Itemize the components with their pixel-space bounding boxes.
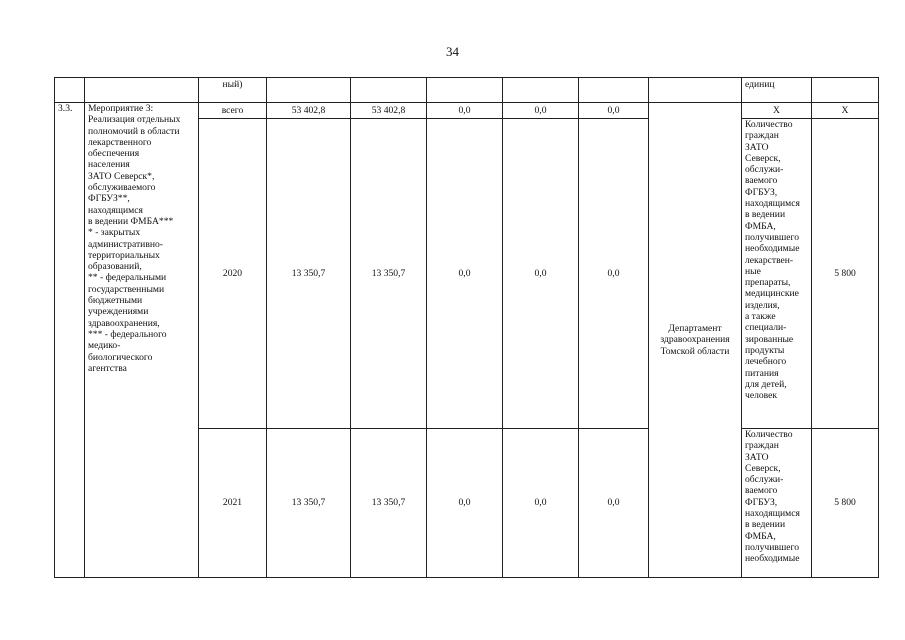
cell-federal	[351, 78, 427, 103]
measure-name: Мероприятие 3: Реализация отдельных полномочий в области лекарственного обеспечения населения ЗАТО Северск*, обслуживаемого ФГБУЗ**, находящимся в ведении ФМБА*** * - закрытых административно- территориальных образований, ** - федеральными государственными бюджетными учреждениями здравоохранения, *** - федерального медико- биологического агентства	[85, 103, 199, 578]
amount-local: 0,0	[503, 119, 579, 429]
indicator-name: Количество граждан ЗАТО Северск, обслужи- ваемого ФГБУЗ, находящимся в ведении ФМБА, получившего необходимые	[742, 429, 812, 578]
indicator-value: Х	[812, 103, 879, 119]
indicator-value: 5 800	[812, 429, 879, 578]
amount-regional: 0,0	[427, 103, 503, 119]
amount-local: 0,0	[503, 103, 579, 119]
indicator-value: 5 800	[812, 119, 879, 429]
amount-federal: 53 402,8	[351, 103, 427, 119]
program-table	[54, 77, 879, 578]
measure-number: 3.3.	[55, 103, 85, 578]
cell-name	[85, 78, 199, 103]
indicator-name: Количество граждан ЗАТО Северск, обслужи- ваемого ФГБУЗ, находящимся в ведении ФМБА, получившего необходимые лекарствен- ные препараты, медицинские изделия, а также специали- зированные продукты лечебного питания для детей, человек	[742, 119, 812, 429]
amount-other: 0,0	[579, 119, 649, 429]
table-row-total	[55, 103, 879, 119]
amount-total: 13 350,7	[267, 429, 351, 578]
amount-regional: 0,0	[427, 429, 503, 578]
cell-number	[55, 78, 85, 103]
period: 2020	[199, 119, 267, 429]
cell-indicator-value	[812, 78, 879, 103]
continuation-row	[55, 78, 879, 103]
indicator-name: Х	[742, 103, 812, 119]
amount-federal: 13 350,7	[351, 119, 427, 429]
amount-other: 0,0	[579, 429, 649, 578]
amount-total: 13 350,7	[267, 119, 351, 429]
page-number: 34	[446, 44, 459, 59]
amount-total: 53 402,8	[267, 103, 351, 119]
amount-federal: 13 350,7	[351, 429, 427, 578]
amount-other: 0,0	[579, 103, 649, 119]
period: 2021	[199, 429, 267, 578]
executor: Департамент здравоохранения Томской области	[649, 103, 742, 578]
cell-executor	[649, 78, 742, 103]
cell-indicator-tail: единиц	[742, 78, 812, 103]
cell-other	[579, 78, 649, 103]
cell-total	[267, 78, 351, 103]
amount-regional: 0,0	[427, 119, 503, 429]
cell-regional	[427, 78, 503, 103]
cell-local	[503, 78, 579, 103]
amount-local: 0,0	[503, 429, 579, 578]
cell-source-tail: ный)	[199, 78, 267, 103]
period: всего	[199, 103, 267, 119]
